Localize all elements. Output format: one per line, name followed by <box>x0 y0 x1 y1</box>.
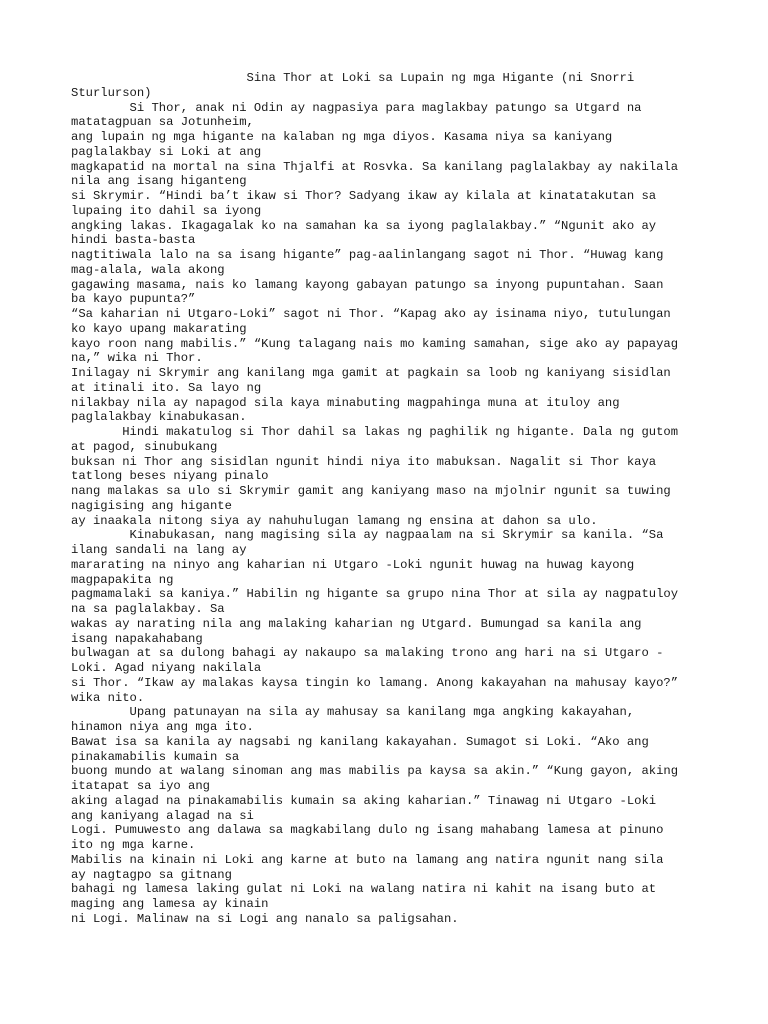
text-line: gagawing masama, nais ko lamang kayong gabayan patungo sa inyong pupuntahan. Saan <box>71 277 664 292</box>
text-line: ang lupain ng mga higante na kalaban ng mga diyos. Kasama niya sa kaniyang <box>71 130 613 144</box>
text-line: nila ang isang higanteng <box>71 174 247 189</box>
text-line: pinakamabilis kumain sa <box>71 749 240 764</box>
text-line: buksan ni Thor ang sisidlan ngunit hindi niya ito mabuksan. Nagalit si Thor kaya <box>71 454 657 469</box>
text-line: maging ang lamesa ay kinain <box>71 897 269 911</box>
text-line: ilang sandali na lang ay <box>71 543 247 557</box>
text-line: Hindi makatulog si Thor dahil sa lakas ng paghilik ng higante. Dala ng gutom <box>71 425 679 439</box>
text-line: nilakbay nila ay napagod sila kaya minabuting magpahinga muna at ituloy ang <box>71 395 620 410</box>
text-line: Logi. Pumuwesto ang dalawa sa magkabilang dulo ng isang mahabang lamesa at pinuno <box>71 823 664 838</box>
text-line: Bawat isa sa kanila ay nagsabi ng kanilang kakayahan. Sumagot si Loki. “Ako ang <box>71 734 649 749</box>
text-line: Upang patunayan na sila ay mahusay sa kanilang mga angking kakayahan, <box>71 705 635 720</box>
text-line: ay nagtagpo sa gitnang <box>71 867 232 882</box>
text-line: na,” wika ni Thor. <box>71 351 203 366</box>
text-line: na sa paglalakbay. Sa <box>71 602 225 616</box>
text-line: mag-alala, wala akong <box>71 262 225 277</box>
text-line: nagtitiwala lalo na sa isang higante” pag-aalinlangang sagot ni Thor. “Huwag kang <box>71 248 664 262</box>
text-line: magkapatid na mortal na sina Thjalfi at Rosvka. Sa kanilang paglalakbay ay nakilala <box>71 159 679 174</box>
text-line: ba kayo pupunta?” <box>71 292 196 307</box>
text-line: buong mundo at walang sinoman ang mas mabilis pa kaysa sa akin.” “Kung gayon, aking <box>71 764 679 779</box>
text-line: pagmamalaki sa kaniya.” Habilin ng higante sa grupo nina Thor at sila ay nagpatuloy <box>71 587 679 602</box>
text-line: si Skrymir. “Hindi ba’t ikaw si Thor? Sadyang ikaw ay kilala at kinatatakutan sa <box>71 189 657 203</box>
text-line: Si Thor, anak ni Odin ay nagpasiya para maglakbay patungo sa Utgard na <box>71 100 642 115</box>
text-line: ito ng mga karne. <box>71 838 196 852</box>
text-line: angking lakas. Ikagagalak ko na samahan ka sa iyong paglalakbay.” “Ngunit ako ay <box>71 218 657 233</box>
text-line: kayo roon nang mabilis.” “Kung talagang nais mo kaming samahan, sige ako ay papayag <box>71 336 679 351</box>
text-line: hindi basta-basta <box>71 233 196 248</box>
text-line: Mabilis na kinain ni Loki ang karne at buto na lamang ang natira ngunit nang sila <box>71 852 664 867</box>
text-line: Sturlurson) <box>71 85 152 100</box>
text-line: wakas ay narating nila ang malaking kaharian ng Utgard. Bumungad sa kanila ang <box>71 616 642 631</box>
text-line: tatlong beses niyang pinalo <box>71 469 269 484</box>
text-line: at itinali ito. Sa layo ng <box>71 380 262 395</box>
text-line: ay inaakala nitong siya ay nahuhulugan lamang ng ensina at dahon sa ulo. <box>71 513 598 528</box>
text-line: mararating na ninyo ang kaharian ni Utgaro -Loki ngunit huwag na huwag kayong <box>71 557 635 572</box>
text-line: nagigising ang higante <box>71 498 232 513</box>
text-line: itatapat sa iyo ang <box>71 779 210 793</box>
text-line: matatagpuan sa Jotunheim, <box>71 115 254 130</box>
text-line: ni Logi. Malinaw na si Logi ang nanalo sa paligsahan. <box>71 911 459 926</box>
document-body <box>71 71 711 927</box>
text-line: bulwagan at sa dulong bahagi ay nakaupo sa malaking trono ang hari na si Utgaro - <box>71 646 664 661</box>
text-line: wika nito. <box>71 690 145 705</box>
text-line: nang malakas sa ulo si Skrymir gamit ang kaniyang maso na mjolnir ngunit sa tuwing <box>71 484 671 498</box>
text-line: aking alagad na pinakamabilis kumain sa aking kaharian.” Tinawag ni Utgaro -Loki <box>71 793 657 808</box>
text-line: ko kayo upang makarating <box>71 321 247 336</box>
text-line: Loki. Agad niyang nakilala <box>71 661 262 675</box>
text-line: isang napakahabang <box>71 631 203 646</box>
text-line: paglalakbay kinabukasan. <box>71 410 247 425</box>
text-line: ang kaniyang alagad na si <box>71 808 254 823</box>
document-title-line: Sina Thor at Loki sa Lupain ng mga Higante (ni Snorri <box>71 71 635 85</box>
text-line: at pagod, sinubukang <box>71 439 218 454</box>
text-line: paglalakbay si Loki at ang <box>71 144 262 159</box>
text-line: lupaing ito dahil sa iyong <box>71 203 262 218</box>
text-line: bahagi ng lamesa laking gulat ni Loki na walang natira ni kahit na isang buto at <box>71 882 657 897</box>
text-line: magpapakita ng <box>71 572 174 587</box>
text-line: Inilagay ni Skrymir ang kanilang mga gamit at pagkain sa loob ng kaniyang sisidlan <box>71 366 671 380</box>
text-line: Kinabukasan, nang magising sila ay nagpaalam na si Skrymir sa kanila. “Sa <box>71 528 664 543</box>
text-line: si Thor. “Ikaw ay malakas kaysa tingin ko lamang. Anong kakayahan na mahusay kayo?” <box>71 675 679 690</box>
text-line: “Sa kaharian ni Utgaro-Loki” sagot ni Thor. “Kapag ako ay isinama niyo, tutulungan <box>71 307 671 321</box>
text-line: hinamon niya ang mga ito. <box>71 720 254 734</box>
